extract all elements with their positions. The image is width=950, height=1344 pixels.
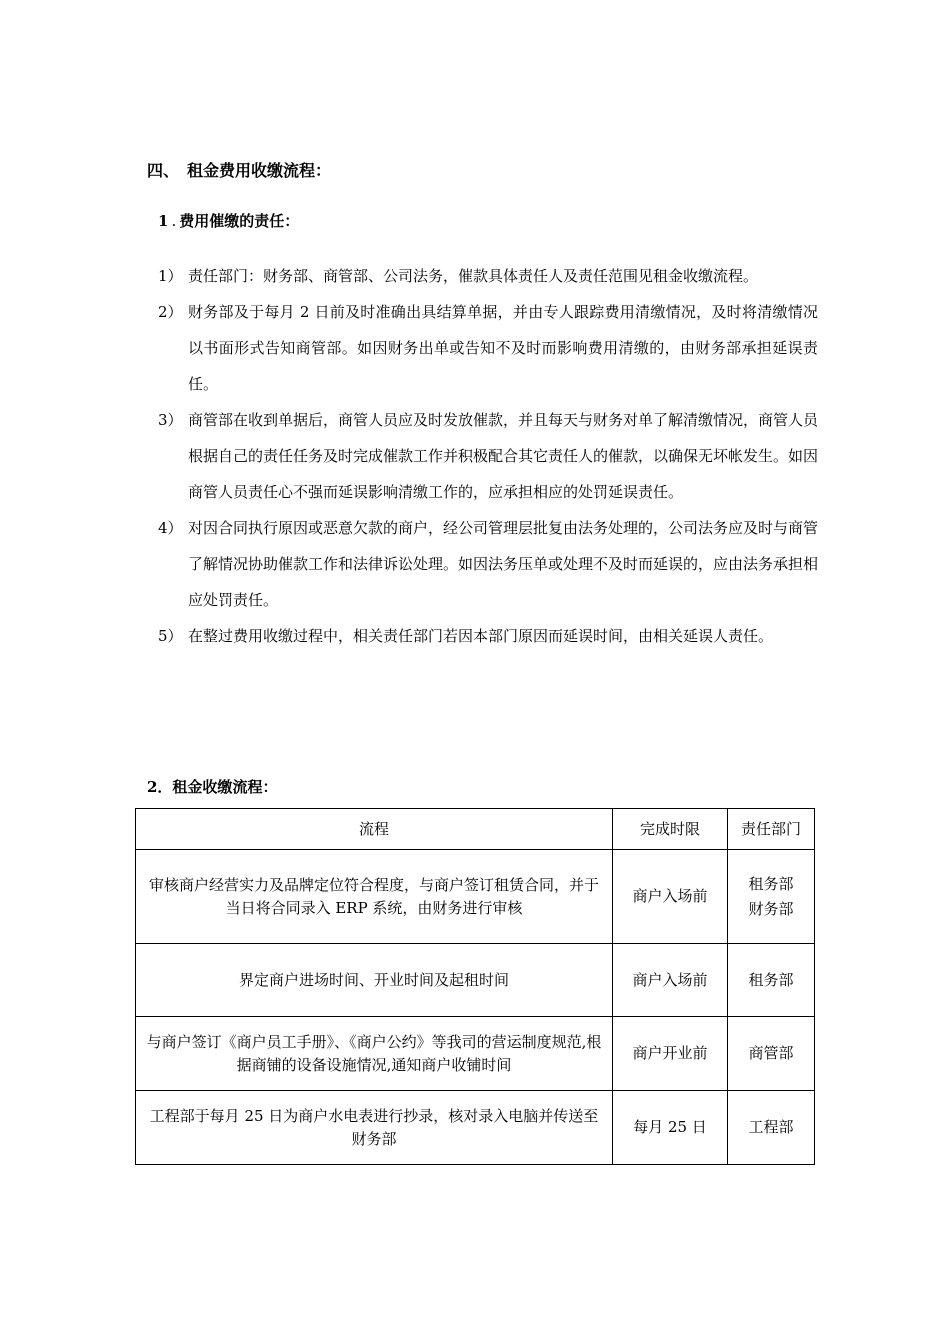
table-header-row	[136, 809, 815, 850]
cell-deadline: 每月 25 日	[613, 1091, 728, 1165]
list-item-text: 对因合同执行原因或恶意欠款的商户，经公司管理层批复由法务处理的，公司法务应及时与商管了解情况协助催款工作和法律诉讼处理。如因法务压单或处理不及时而延误的，应由法务承担相应处罚责任。	[188, 519, 819, 609]
rent-collection-table	[135, 808, 815, 1165]
subsection-1-heading	[158, 210, 299, 231]
cell-process: 与商户签订《商户员工手册》、《商户公约》等我司的营运制度规范,根据商铺的设备设施情况,通知商户收铺时间	[136, 1017, 613, 1091]
list-item-index: 3）	[158, 411, 183, 429]
table-row	[136, 1017, 815, 1091]
list-item	[158, 510, 818, 618]
header-deadline: 完成时限	[613, 809, 728, 850]
cell-process: 界定商户进场时间、开业时间及起租时间	[136, 944, 613, 1017]
cell-dept: 租务部	[728, 944, 815, 1017]
list-item	[158, 294, 818, 402]
list-item-index: 2）	[158, 303, 183, 321]
cell-dept: 商管部	[728, 1017, 815, 1091]
list-item-index: 1）	[158, 267, 183, 285]
list-item-index: 5）	[158, 627, 183, 645]
subsection-2-heading: 2．租金收缴流程：	[147, 778, 278, 796]
list-item-index: 4）	[158, 519, 183, 537]
list-item	[158, 402, 818, 510]
subsection-1-number: 1	[158, 212, 169, 230]
header-dept: 责任部门	[728, 809, 815, 850]
list-item	[158, 618, 818, 654]
list-item-text: 责任部门：财务部、商管部、公司法务，催款具体责任人及责任范围见租金收缴流程。	[188, 267, 759, 285]
cell-deadline: 商户入场前	[613, 850, 728, 944]
subsection-1-title: 费用催缴的责任：	[179, 212, 300, 230]
table-row	[136, 1091, 815, 1165]
section-heading	[147, 158, 331, 181]
table-row	[136, 850, 815, 944]
cell-deadline: 商户开业前	[613, 1017, 728, 1091]
cell-process: 工程部于每月 25 日为商户水电表进行抄录，核对录入电脑并传送至财务部	[136, 1091, 613, 1165]
section-number: 四、	[147, 161, 180, 180]
cell-deadline: 商户入场前	[613, 944, 728, 1017]
list-item-text: 在整过费用收缴过程中，相关责任部门若因本部门原因而延误时间，由相关延误人责任。	[188, 627, 774, 645]
cell-dept: 工程部	[728, 1091, 815, 1165]
header-process: 流程	[136, 809, 613, 850]
responsibility-list	[158, 258, 818, 654]
list-item-text: 财务部及于每月 2 日前及时准确出具结算单据，并由专人跟踪费用清缴情况，及时将清缴情况以书面形式告知商管部。如因财务出单或告知不及时而影响费用清缴的，由财务部承担延误责任。	[188, 303, 818, 393]
cell-dept: 租务部 财务部	[728, 850, 815, 944]
list-item	[158, 258, 818, 294]
subsection-1-separator: .	[171, 212, 177, 230]
list-item-text: 商管部在收到单据后，商管人员应及时发放催款，并且每天与财务对单了解清缴情况，商管人员根据自己的责任任务及时完成催款工作并积极配合其它责任人的催款，以确保无坏帐发生。如因商管人员责任心不强而延误影响清缴工作的，应承担相应的处罚延误责任。	[188, 411, 819, 501]
table-row	[136, 944, 815, 1017]
section-title: 租金费用收缴流程：	[187, 161, 332, 180]
cell-process: 审核商户经营实力及品牌定位符合程度，与商户签订租赁合同，并于当日将合同录入 ERP 系统，由财务进行审核	[136, 850, 613, 944]
